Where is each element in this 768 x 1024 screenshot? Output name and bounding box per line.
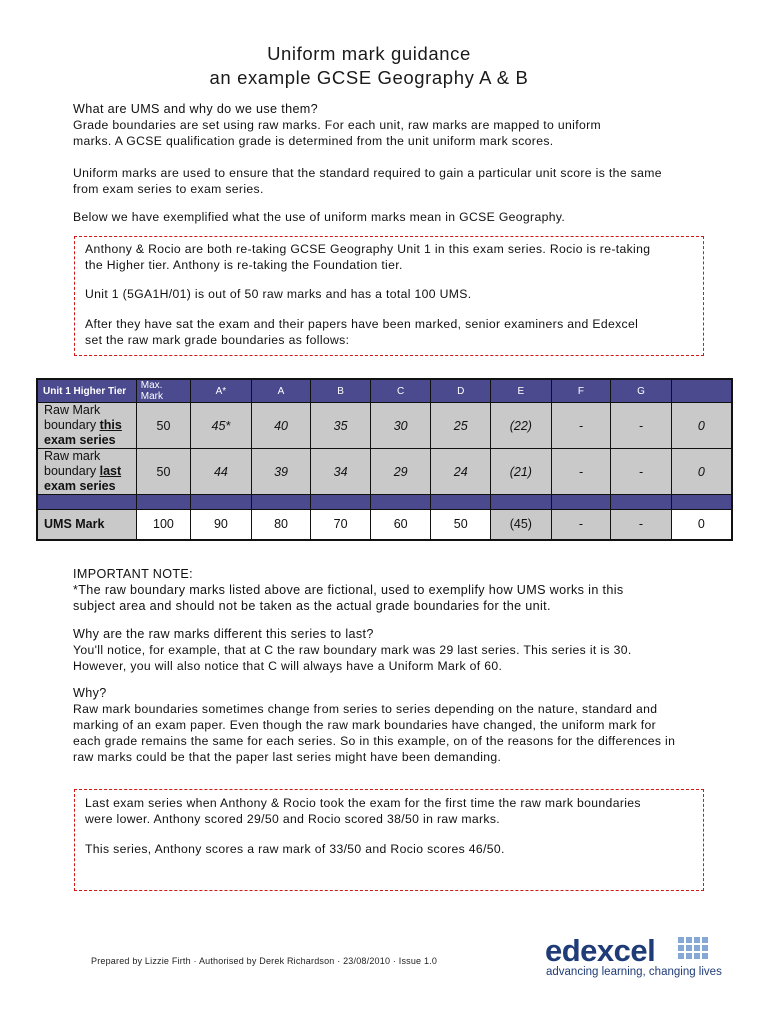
grade-header: F [551,379,611,403]
why-section [73,685,713,765]
table-cell: 90 [191,510,252,540]
box2-line3: This series, Anthony scores a raw mark of 33/50 and Rocio scores 46/50. [85,842,505,856]
intro-section [73,101,713,149]
grade-header: A* [191,379,252,403]
why-different-line2: However, you will also notice that C will always have a Uniform Mark of 60. [73,659,503,673]
table-corner-label: Unit 1 Higher Tier [37,379,136,403]
note-heading: IMPORTANT NOTE: [73,567,194,581]
box1-line1: Anthony & Rocio are both re-taking GCSE Geography Unit 1 in this exam series. Rocio is re-taking [85,242,651,256]
table-cell: 50 [136,403,190,449]
table-cell: 40 [251,403,311,449]
intro-p1-line2: marks. A GCSE qualification grade is determined from the unit uniform mark scores. [73,134,554,148]
table-cell: 25 [431,403,491,449]
table-cell: - [551,510,611,540]
box1-line5: set the raw mark grade boundaries as follows: [85,333,350,347]
grade-header: B [311,379,371,403]
table-row-this-series [37,403,732,449]
intro-p2-line1: Uniform marks are used to ensure that the standard required to gain a particular unit score is the same [73,166,662,180]
table-cell: - [551,449,611,495]
why-line1: Raw mark boundaries sometimes change from series to series depending on the nature, standard and [73,702,658,716]
intro-paragraph-2 [73,165,713,197]
grade-header [671,379,732,403]
intro-p2-line2: from exam series to exam series. [73,182,264,196]
table-cell: (45) [491,510,552,540]
table-cell: 50 [431,510,491,540]
intro-paragraph-3 [73,209,713,225]
grade-header: A [251,379,311,403]
table-cell: 0 [671,510,732,540]
table-cell: (22) [491,403,552,449]
intro-p3: Below we have exemplified what the use of uniform marks mean in GCSE Geography. [73,210,566,224]
table-cell: 50 [136,449,190,495]
why-different-heading: Why are the raw marks different this series to last? [73,627,374,641]
table-cell: 29 [370,449,431,495]
table-cell: 0 [671,449,732,495]
table-row-ums [37,510,732,540]
table-cell: 24 [431,449,491,495]
logo-tagline: advancing learning, changing lives [546,966,722,978]
table-cell: 0 [671,403,732,449]
table-cell: 30 [370,403,431,449]
why-line3: each grade remains the same for each series. So in this example, on of the reasons for the differences in [73,734,676,748]
box1-line2: the Higher tier. Anthony is re-taking the Foundation tier. [85,258,403,272]
box2-line2: were lower. Anthony scored 29/50 and Rocio scored 38/50 in raw marks. [85,812,501,826]
table-header-row [37,379,732,403]
intro-heading: What are UMS and why do we use them? [73,102,318,116]
table-cell: 34 [311,449,371,495]
grade-boundary-table [36,378,733,541]
title-line-2: an example GCSE Geography A & B [209,67,529,88]
row-label-last-series: Raw mark boundary last exam series [37,449,136,495]
page-title [0,42,738,90]
table-cell: 80 [251,510,311,540]
box1-line3: Unit 1 (5GA1H/01) is out of 50 raw marks and has a total 100 UMS. [85,287,472,301]
table-cell: 60 [370,510,431,540]
table-row-last-series [37,449,732,495]
why-line2: marking of an exam paper. Even though the raw mark boundaries have changed, the uniform mark for [73,718,657,732]
why-different-section [73,626,713,674]
note-line1: *The raw boundary marks listed above are fictional, used to exemplify how UMS works in this [73,583,624,597]
table-cell: - [551,403,611,449]
max-mark-header: Max. Mark [136,379,190,403]
table-cell: 44 [191,449,252,495]
why-line4: raw marks could be that the paper last series might have been demanding. [73,750,502,764]
scenario-box [74,236,704,356]
previous-series-box [74,789,704,891]
table-cell: 35 [311,403,371,449]
table-cell: 45* [191,403,252,449]
table-cell: 100 [136,510,190,540]
intro-p1-line1: Grade boundaries are set using raw marks. For each unit, raw marks are mapped to uniform [73,118,601,132]
logo-wordmark: edexcel [545,933,656,968]
box1-line4: After they have sat the exam and their papers have been marked, senior examiners and Edexcel [85,317,639,331]
title-line-1: Uniform mark guidance [267,43,471,64]
important-note [73,566,713,614]
why-different-line1: You'll notice, for example, that at C the raw boundary mark was 29 last series. This series it is 30. [73,643,632,657]
grade-header: E [491,379,552,403]
table-spacer-row [37,495,732,510]
edexcel-logo [545,934,725,982]
grade-header: G [611,379,672,403]
table-cell: 39 [251,449,311,495]
box2-line1: Last exam series when Anthony & Rocio took the exam for the first time the raw mark boundaries [85,796,641,810]
grade-header: D [431,379,491,403]
table-cell: - [611,403,672,449]
grade-header: C [370,379,431,403]
note-line2: subject area and should not be taken as the actual grade boundaries for the unit. [73,599,551,613]
row-label-this-series: Raw Mark boundary this exam series [37,403,136,449]
why-heading: Why? [73,686,107,700]
row-label-ums: UMS Mark [37,510,136,540]
footer-credit: Prepared by Lizzie Firth · Authorised by Derek Richardson · 23/08/2010 · Issue 1.0 [91,956,438,966]
table-cell: 70 [311,510,371,540]
table-cell: - [611,449,672,495]
table-cell: - [611,510,672,540]
table-cell: (21) [491,449,552,495]
